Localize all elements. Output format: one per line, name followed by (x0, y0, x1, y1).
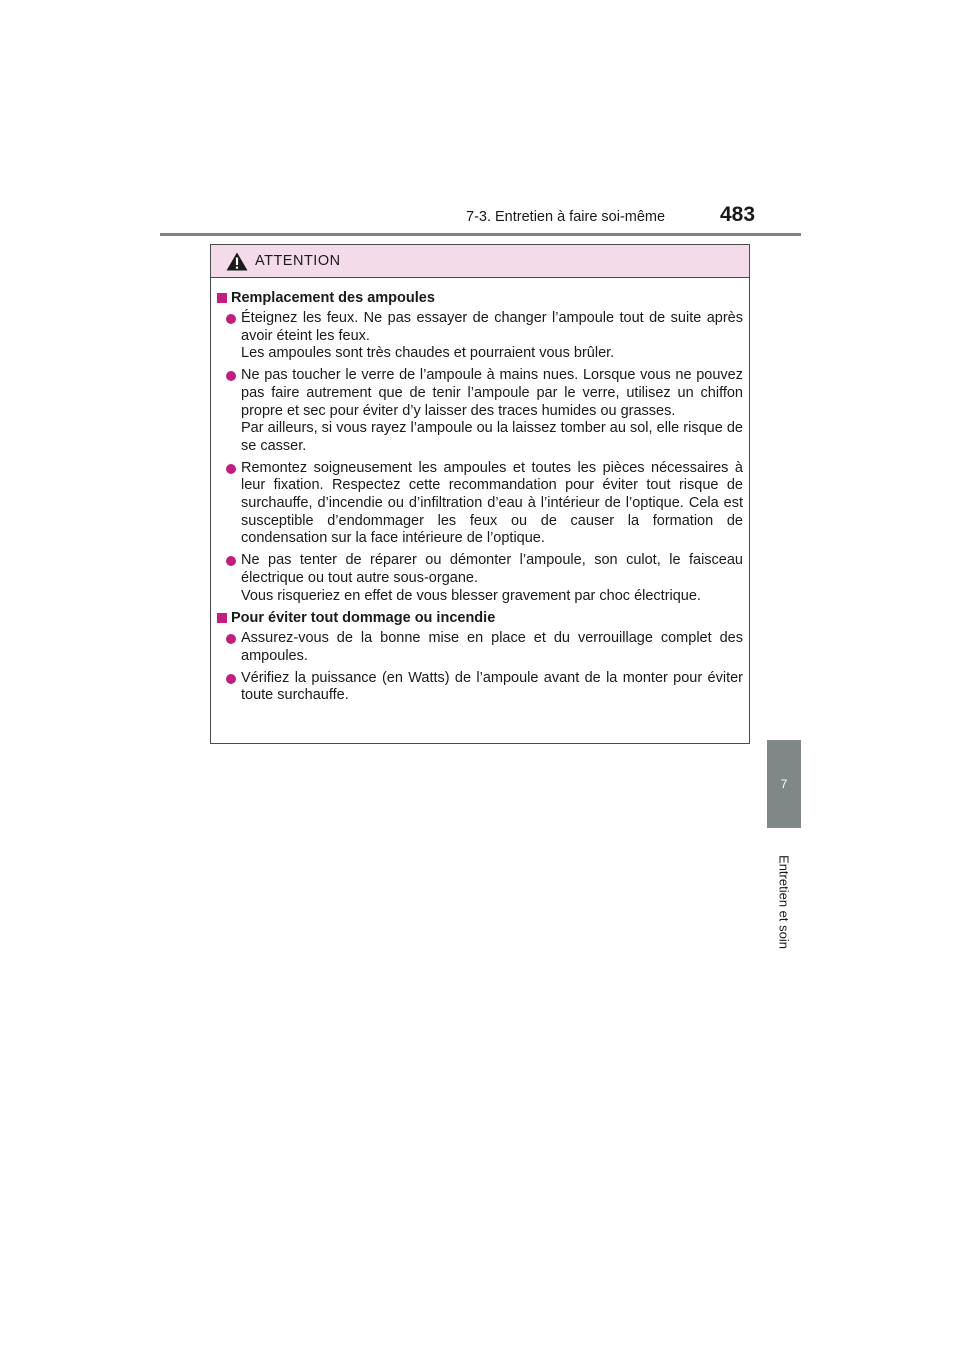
bullet-item (217, 670, 743, 705)
bullet-item (217, 310, 743, 363)
bullet-paragraph: Remontez soigneusement les ampoules et toutes les pièces nécessaires à leur fixation. Respectez cette recommandation pour éviter tout risque de surchauffe, d’incendie ou d’infiltration d’eau à l’intérieur de l’optique. Cela est susceptible d’endommager les feux ou de causer la formation de condensation sur la face intérieure de l’optique. (241, 459, 743, 547)
bullet-paragraph: Assurez-vous de la bonne mise en place et du verrouillage complet des ampoules. (241, 630, 743, 664)
chapter-number: 7 (780, 777, 788, 791)
circle-bullet-icon (226, 674, 236, 684)
bullet-paragraph: Par ailleurs, si vous rayez l’ampoule ou la laissez tomber au sol, elle risque de se casser. (241, 420, 743, 454)
bullet-text (241, 630, 743, 665)
square-bullet-icon (217, 613, 227, 623)
circle-bullet-icon (226, 464, 236, 474)
bullet-item (217, 630, 743, 665)
bullet-item (217, 552, 743, 605)
bullet-paragraph: Les ampoules sont très chaudes et pourraient vous brûler. (241, 345, 615, 362)
chapter-tab (767, 740, 801, 828)
bullet-paragraph: Éteignez les feux. Ne pas essayer de changer l’ampoule tout de suite après avoir éteint les feux. (241, 310, 743, 344)
bullet-text (241, 367, 743, 456)
section-title: 7-3. Entretien à faire soi-même (466, 209, 666, 225)
warning-body (211, 278, 749, 705)
square-bullet-icon (217, 293, 227, 303)
circle-bullet-icon (226, 556, 236, 566)
bullet-text (241, 552, 743, 605)
bullet-text (241, 310, 743, 363)
section-heading-text: Pour éviter tout dommage ou incendie (231, 610, 496, 627)
bullet-text (241, 460, 743, 549)
circle-bullet-icon (226, 634, 236, 644)
bullet-paragraph: Vous risqueriez en effet de vous blesser gravement par choc électrique. (241, 587, 701, 604)
header-divider (160, 233, 801, 236)
warning-title: ATTENTION (255, 253, 341, 269)
chapter-label: Entretien et soin (776, 855, 792, 949)
bullet-paragraph: Ne pas toucher le verre de l’ampoule à mains nues. Lorsque vous ne pouvez pas faire autrement que de tenir l’ampoule par le verre, utilisez un chiffon propre et sec pour éviter d’y laisser des traces humides ou grasses. (241, 367, 743, 419)
warning-triangle-icon (226, 252, 248, 271)
circle-bullet-icon (226, 371, 236, 381)
warning-box (210, 244, 750, 744)
circle-bullet-icon (226, 314, 236, 324)
section-heading (217, 609, 743, 627)
warning-header (211, 245, 749, 278)
section-heading-text: Remplacement des ampoules (231, 290, 435, 306)
bullet-text (241, 670, 743, 705)
page-number: 483 (720, 203, 756, 226)
bullet-item (217, 367, 743, 456)
section-heading (217, 289, 743, 307)
bullet-item (217, 460, 743, 549)
bullet-paragraph: Vérifiez la puissance (en Watts) de l’ampoule avant de la monter pour éviter toute surchauffe. (241, 669, 743, 704)
bullet-paragraph: Ne pas tenter de réparer ou démonter l’ampoule, son culot, le faisceau électrique ou tout autre sous-organe. (241, 552, 743, 586)
